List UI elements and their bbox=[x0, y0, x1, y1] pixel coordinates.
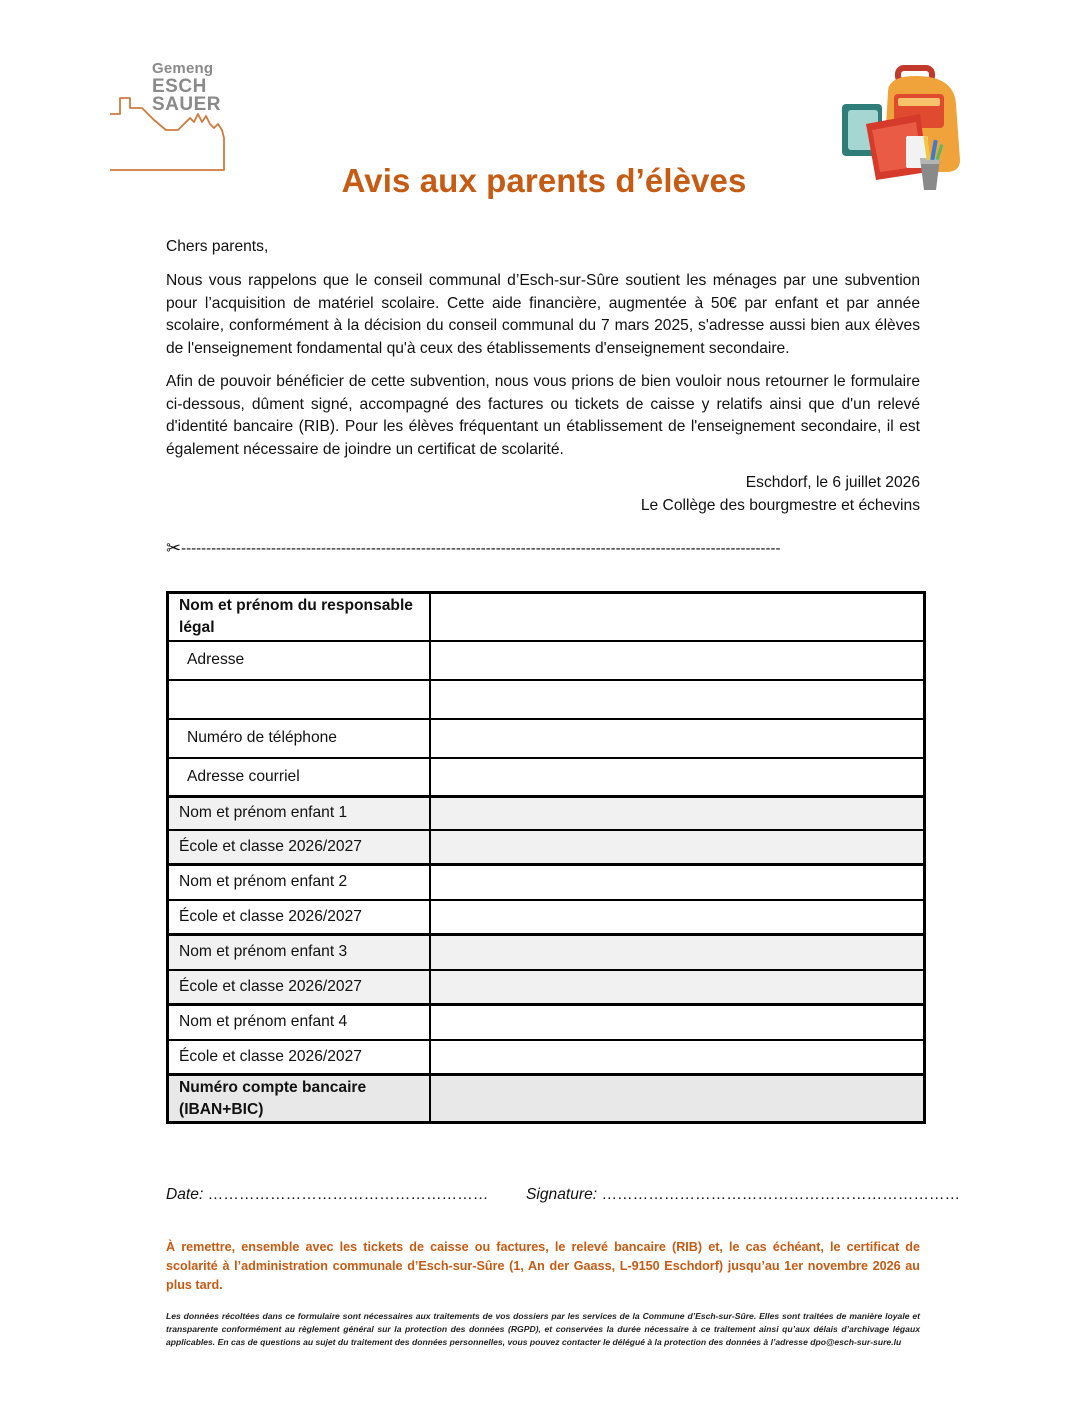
signature-label: Signature: bbox=[526, 1186, 598, 1203]
child-3-name-label: Nom et prénom enfant 3 bbox=[168, 935, 431, 970]
table-row bbox=[168, 593, 925, 641]
scissors-icon: ✂ bbox=[166, 538, 182, 558]
signature-field[interactable]: …………………………………………………………… bbox=[601, 1186, 961, 1203]
address-field-2[interactable] bbox=[430, 680, 925, 719]
child-4-name-label: Nom et prénom enfant 4 bbox=[168, 1005, 431, 1040]
responsible-field[interactable] bbox=[430, 593, 925, 641]
signature-line bbox=[526, 1186, 960, 1204]
table-row bbox=[168, 1005, 925, 1040]
date-label: Date: bbox=[166, 1186, 204, 1203]
phone-field[interactable] bbox=[430, 719, 925, 758]
table-row bbox=[168, 1075, 925, 1123]
date-line bbox=[166, 1186, 488, 1204]
table-row bbox=[168, 935, 925, 970]
return-notice: À remettre, ensemble avec les tickets de caisse ou factures, le relevé bancaire (RIB) et, le cas échéant, le certificat de scolarité à l’administration communale d’Esch-sur-Sûre (1, An der Gaass, L-9150 Eschdorf) jusqu’au 1er novembre 2026 au plus tard. bbox=[166, 1240, 920, 1292]
table-row bbox=[168, 758, 925, 797]
table-row bbox=[168, 900, 925, 935]
child-1-name-field[interactable] bbox=[430, 797, 925, 830]
table-row bbox=[168, 680, 925, 719]
phone-label: Numéro de téléphone bbox=[168, 719, 431, 758]
address-label: Adresse bbox=[168, 641, 431, 680]
letter-paragraph-1: Nous vous rappelons que le conseil communal d’Esch-sur-Sûre soutient les ménages par une subvention pour l’acquisition de matériel scolaire. Cette aide financière, augmentée à 50€ par enfant et par année scolaire, conformément à la décision du conseil communal du 7 mars 2025, s'adresse aussi bien aux élèves de l'enseignement fondamental qu'à ceux des établissements d'enseignement secondaire. bbox=[166, 272, 920, 357]
email-label: Adresse courriel bbox=[168, 758, 431, 797]
email-field[interactable] bbox=[430, 758, 925, 797]
table-row bbox=[168, 830, 925, 865]
child-4-school-field[interactable] bbox=[430, 1040, 925, 1075]
page-title: Avis aux parents d’élèves bbox=[341, 162, 747, 199]
letter-paragraph-2: Afin de pouvoir bénéficier de cette subvention, nous vous prions de bien vouloir nous retourner le formulaire ci-dessous, dûment signé, accompagné des factures ou tickets de caisse y relatifs ainsi que d'un relevé d'identité bancaire (RIB). Pour les élèves fréquentant un établissement de l'enseignement secondaire, il est également nécessaire de joindre un certificat de scolarité. bbox=[166, 373, 920, 458]
application-form bbox=[166, 591, 926, 1124]
child-1-school-field[interactable] bbox=[430, 830, 925, 865]
child-2-school-field[interactable] bbox=[430, 900, 925, 935]
greeting: Chers parents, bbox=[166, 238, 269, 255]
child-3-school-field[interactable] bbox=[430, 970, 925, 1005]
child-1-school-label: École et classe 2026/2027 bbox=[168, 830, 431, 865]
place-date: Eschdorf, le 6 juillet 2026 bbox=[745, 474, 920, 491]
table-row bbox=[168, 719, 925, 758]
cut-line bbox=[166, 538, 920, 562]
child-2-name-field[interactable] bbox=[430, 865, 925, 900]
table-row bbox=[168, 797, 925, 830]
child-2-name-label: Nom et prénom enfant 2 bbox=[168, 865, 431, 900]
address-field[interactable] bbox=[430, 641, 925, 680]
logo-line-3: SAUER bbox=[152, 94, 222, 115]
gdpr-notice: Les données récoltées dans ce formulaire sont nécessaires aux traitements de vos dossiers par les services de la Commune d’Esch-sur-Sûre. Elles sont traitées de manière loyale et transparente conformément au règlement général sur la protection des données (RGPD), et conservées la durée nécessaire à ce traitement ainsi qu’aux délais d’archivage légaux applicables. En cas de questions au sujet du traitement des données personnelles, vous pouvez contacter le délégué à la protection des données à l’adresse dpo@esch-sur-sure.lu bbox=[166, 1311, 920, 1348]
table-row bbox=[168, 641, 925, 680]
table-row bbox=[168, 1040, 925, 1075]
address-label-2 bbox=[168, 680, 431, 719]
child-4-name-field[interactable] bbox=[430, 1005, 925, 1040]
signatory: Le Collège des bourgmestre et échevins bbox=[640, 497, 920, 514]
logo-line-2: ESCH bbox=[152, 76, 207, 97]
table-row bbox=[168, 865, 925, 900]
child-1-name-label: Nom et prénom enfant 1 bbox=[168, 797, 431, 830]
bank-account-label: Numéro compte bancaire (IBAN+BIC) bbox=[168, 1075, 431, 1123]
child-3-name-field[interactable] bbox=[430, 935, 925, 970]
bank-account-field[interactable] bbox=[430, 1075, 925, 1123]
logo-wordmark bbox=[152, 60, 221, 114]
table-row bbox=[168, 970, 925, 1005]
date-field[interactable]: ……………………………………………… bbox=[207, 1186, 489, 1203]
logo-line-1: Gemeng bbox=[152, 60, 214, 77]
responsible-label: Nom et prénom du responsable légal bbox=[168, 593, 431, 641]
child-3-school-label: École et classe 2026/2027 bbox=[168, 970, 431, 1005]
child-2-school-label: École et classe 2026/2027 bbox=[168, 900, 431, 935]
dash-line: ------------------------------------------------------------------------------------------------------------------------ bbox=[181, 540, 781, 557]
child-4-school-label: École et classe 2026/2027 bbox=[168, 1040, 431, 1075]
